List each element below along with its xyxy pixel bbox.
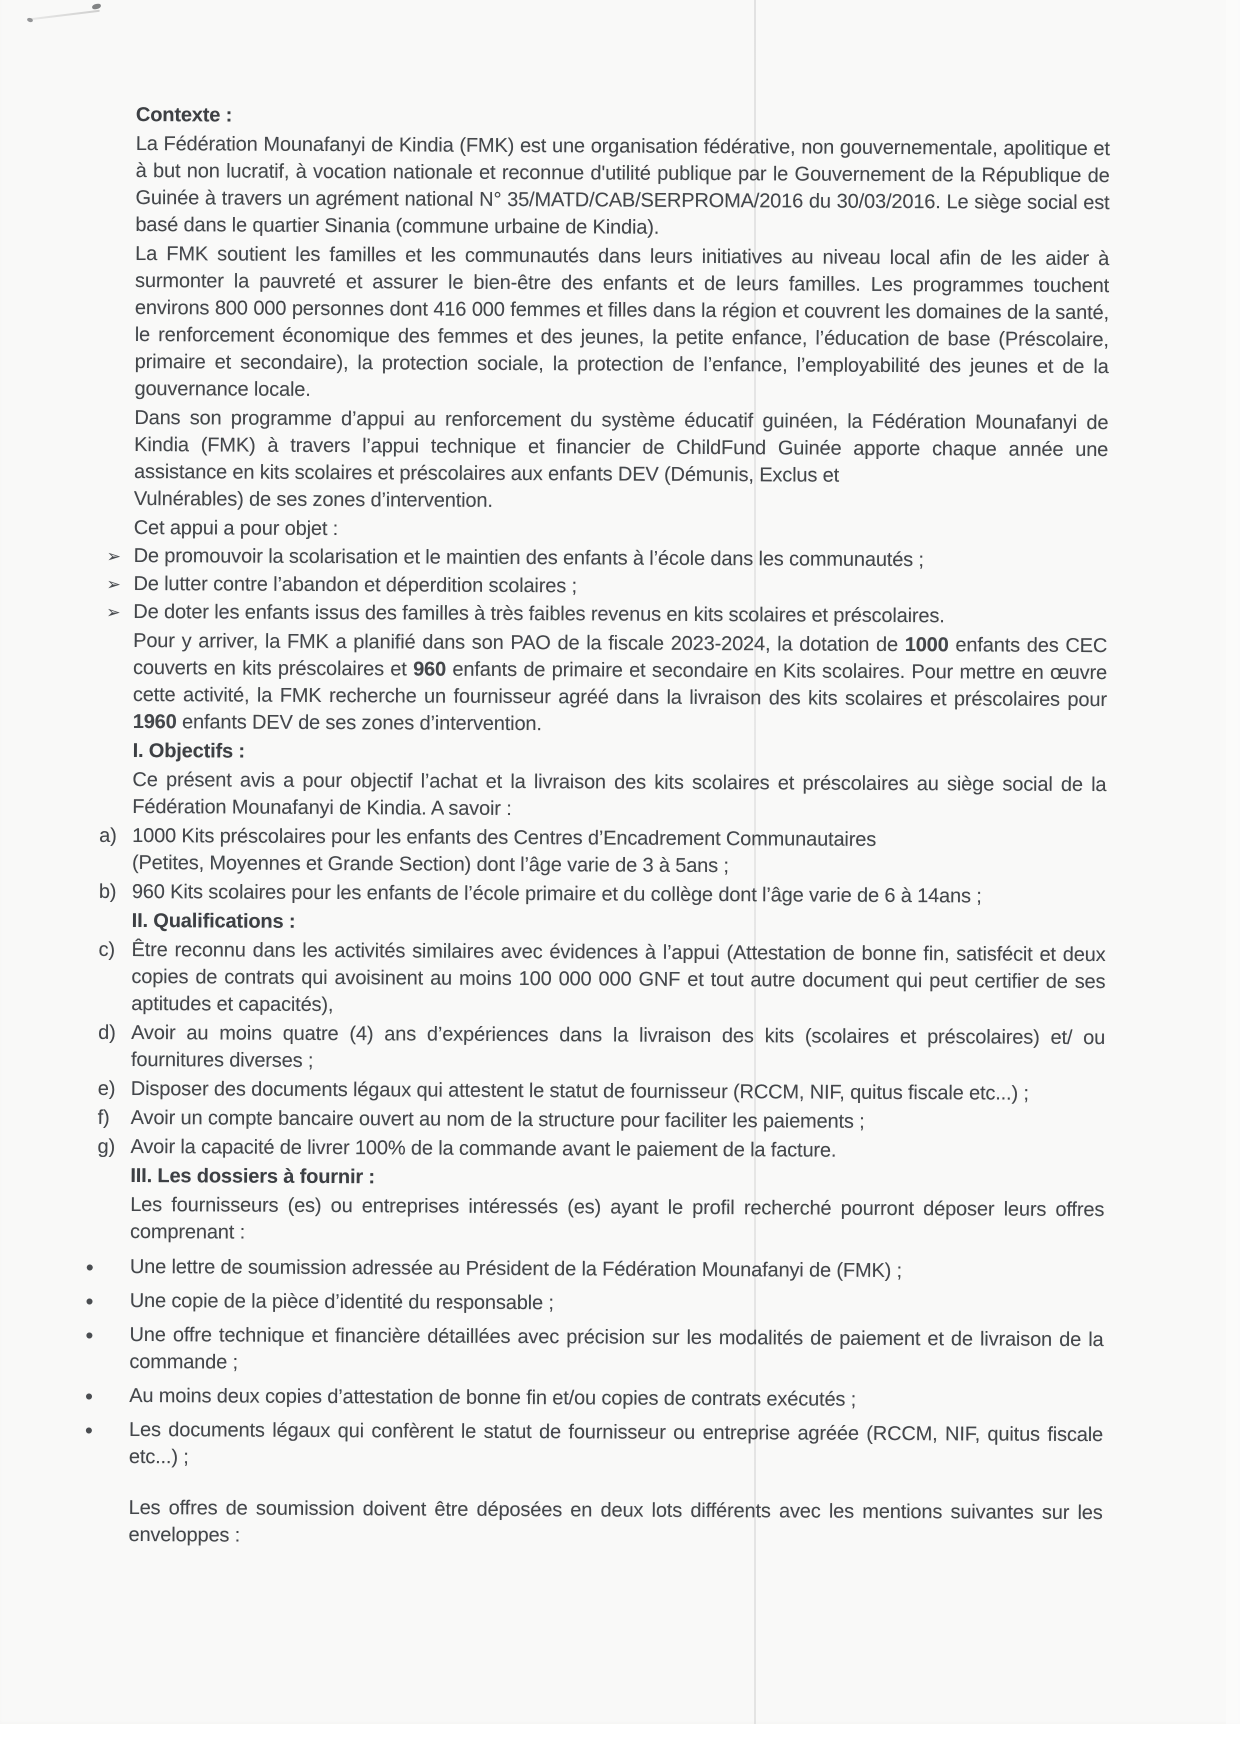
dot-bullet-icon: • xyxy=(85,1383,93,1409)
letter-item-text: Avoir au moins quatre (4) ans d’expériences dans la livraison des kits (scolaires et préscolaires) et/ ou fournitures diverses ; xyxy=(130,1021,1106,1072)
letter-item-text: Avoir la capacité de livrer 100% de la commande avant le paiement de la facture. xyxy=(130,1135,837,1162)
item-letter: f) xyxy=(97,1106,110,1129)
arrow-bullet-icon: ➢ xyxy=(106,546,121,566)
letter-list-item-e xyxy=(97,1076,1105,1108)
item-letter: e) xyxy=(97,1077,116,1100)
dot-bullet-icon: • xyxy=(85,1322,94,1348)
pao-text: enfants de primaire et secondaire en Kits scolaires. Pour mettre en œuvre cette activité, la FMK recherche un fournisseur agréé dans la livraison des kits scolaires et préscolaires pour xyxy=(132,658,1108,712)
paragraph-fmk-programmes: La FMK soutient les familles et les communautés dans leurs initiatives au niveau local afin de les aider à surmonter la pauvreté et assurer le bien-être des enfants et de leurs familles. Les programmes touchent environs 800 000 personnes dont 416 000 femmes et filles dans la région et couvrent les domaines de la santé, le renforcement économique des femmes et des jeunes, la petite enfance, l’éducation de base (Préscolaire, primaire et secondaire), la protection sociale, la protection de l’enfance, l’employabilité des jeunes et de la gouvernance locale. xyxy=(134,242,1110,401)
arrow-list-item xyxy=(106,599,1107,631)
letter-list-item-g xyxy=(97,1134,1104,1166)
pao-text: enfants DEV de ses zones d’intervention. xyxy=(176,711,542,736)
item-letter: a) xyxy=(99,824,117,847)
page-right-edge xyxy=(1226,0,1240,1724)
objectifs-letter-list xyxy=(98,823,1106,911)
item-letter: c) xyxy=(98,938,115,961)
dot-item-text: Une lettre de soumission adressée au Président de la Fédération Mounafanyi de (FMK) ; xyxy=(129,1255,903,1283)
arrow-item-text: De promouvoir la scolarisation et le maintien des enfants à l’école dans les communautés ; xyxy=(133,544,924,572)
dot-item-text: Au moins deux copies d’attestation de bonne fin et/ou copies de contrats exécutés ; xyxy=(129,1384,857,1411)
dot-bullet-icon: • xyxy=(84,1417,93,1443)
letter-list-item-c xyxy=(98,937,1106,1023)
letter-list-item-a xyxy=(99,823,1106,882)
objectifs-intro: Ce présent avis a pour objectif l’achat et la livraison des kits scolaires et préscolaires au siège social de la Fédération Mounafanyi de Kindia. A savoir : xyxy=(132,768,1107,820)
dot-list-item xyxy=(85,1322,1104,1381)
letter-item-text: 1000 Kits préscolaires pour les enfants des Centres d’Encadrement Communautaires (Petites, Moyennes et Grande Section) dont l’âge varie de 3 à 5ans ; xyxy=(131,824,877,878)
dot-item-text: Une offre technique et financière détaillées avec précision sur les modalités de paiement et de livraison de la commande ; xyxy=(129,1323,1104,1374)
paragraph-appui-childfund: Dans son programme d’appui au renforcement du système éducatif guinéen, la Fédération Mounafanyi de Kindia (FMK) à travers l’appui technique et financier de ChildFund Guinée apporte chaque année une assistance en kits scolaires et préscolaires aux enfants DEV (Démunis, Exclus et Vulnérables) de ses zones d’intervention. xyxy=(133,406,1109,512)
pao-count-1000: 1000 xyxy=(904,634,949,657)
dot-list-item xyxy=(85,1383,1103,1415)
dossiers-heading: III. Les dossiers à fournir : xyxy=(130,1164,376,1189)
dossiers-dot-list xyxy=(84,1254,1104,1476)
letter-list-item-b xyxy=(98,879,1106,911)
arrow-list-item xyxy=(106,571,1107,603)
arrow-item-text: De lutter contre l’abandon et déperdition scolaires ; xyxy=(133,572,577,598)
dot-item-text: Les documents légaux qui confèrent le statut de fournisseur ou entreprise agréée (RCCM, NIF, quitus fiscale etc...) ; xyxy=(128,1418,1104,1469)
qualifications-letter-list xyxy=(97,937,1106,1166)
paragraph-fmk-presentation: La Fédération Mounafanyi de Kindia (FMK) est une organisation fédérative, non gouvernementale, apolitique et à but non lucratif, à vocation nationale et reconnue d'utilité publique par le Gouvernement de la République de Guinée à travers un agrément national N° 35/MATD/CAB/SERPROMA/2016 du 30/03/2016. Le siège social est basé dans le quartier Sinania (commune urbaine de Kindia). xyxy=(135,132,1110,239)
item-letter: g) xyxy=(97,1135,116,1158)
item-letter: b) xyxy=(98,880,117,903)
arrow-item-text: De doter les enfants issus des familles à très faibles revenus en kits scolaires et préscolaires. xyxy=(133,600,945,628)
letter-list-item-d xyxy=(98,1020,1106,1079)
letter-item-text: Disposer des documents légaux qui attestent le statut de fournisseur (RCCM, NIF, quitus fiscale etc...) ; xyxy=(130,1077,1029,1105)
dot-bullet-icon: • xyxy=(85,1254,94,1280)
pao-text: Pour y arriver, la FMK a planifié dans son PAO de la fiscale 2023-2024, la dotation de xyxy=(133,629,905,657)
letter-list-item-f xyxy=(97,1105,1105,1137)
pao-count-960: 960 xyxy=(413,658,447,681)
pao-count-1960: 1960 xyxy=(132,710,177,734)
arrow-bullet-icon: ➢ xyxy=(106,602,121,622)
document-body xyxy=(84,102,1110,1554)
objet-intro: Cet appui a pour objet : xyxy=(133,516,339,541)
context-heading: Contexte : xyxy=(135,103,233,127)
item-letter: d) xyxy=(98,1021,116,1044)
letter-item-text: Avoir un compte bancaire ouvert au nom de la structure pour faciliter les paiements ; xyxy=(130,1106,865,1133)
dot-list-item xyxy=(85,1254,1104,1286)
arrow-bullet-icon: ➢ xyxy=(106,574,121,594)
dossiers-intro: Les fournisseurs (es) ou entreprises intéressés (es) ayant le profil recherché pourront déposer leurs offres comprenant : xyxy=(130,1193,1105,1244)
dot-list-item xyxy=(85,1288,1104,1320)
arrow-list-item xyxy=(106,543,1108,575)
closing-paragraph: Les offres de soumission doivent être déposées en deux lots différents avec les mentions suivantes sur les enveloppes : xyxy=(128,1496,1103,1547)
paragraph-pao-dotation xyxy=(133,628,1108,741)
qualifications-heading: II. Qualifications : xyxy=(131,909,296,933)
objectifs-heading: I. Objectifs : xyxy=(132,739,246,763)
letter-item-text: 960 Kits scolaires pour les enfants de l’école primaire et du collège dont l’âge varie de 6 à 14ans ; xyxy=(131,880,982,908)
dot-list-item xyxy=(84,1417,1104,1476)
dot-item-text: Une copie de la pièce d’identité du responsable ; xyxy=(129,1289,554,1315)
pao-text: enfants des CEC couverts en kits préscolaires et xyxy=(132,634,1108,681)
dot-bullet-icon: • xyxy=(85,1288,94,1314)
objet-arrow-list xyxy=(106,543,1107,631)
letter-item-text: Être reconnu dans les activités similaires avec évidences à l’appui (Attestation de bonne fin, satisfécit et deux copies de contrats qui avoisinent au moins 100 000 000 GNF et tout autre document qui peut certifier de ses aptitudes et capacités), xyxy=(131,938,1106,1017)
